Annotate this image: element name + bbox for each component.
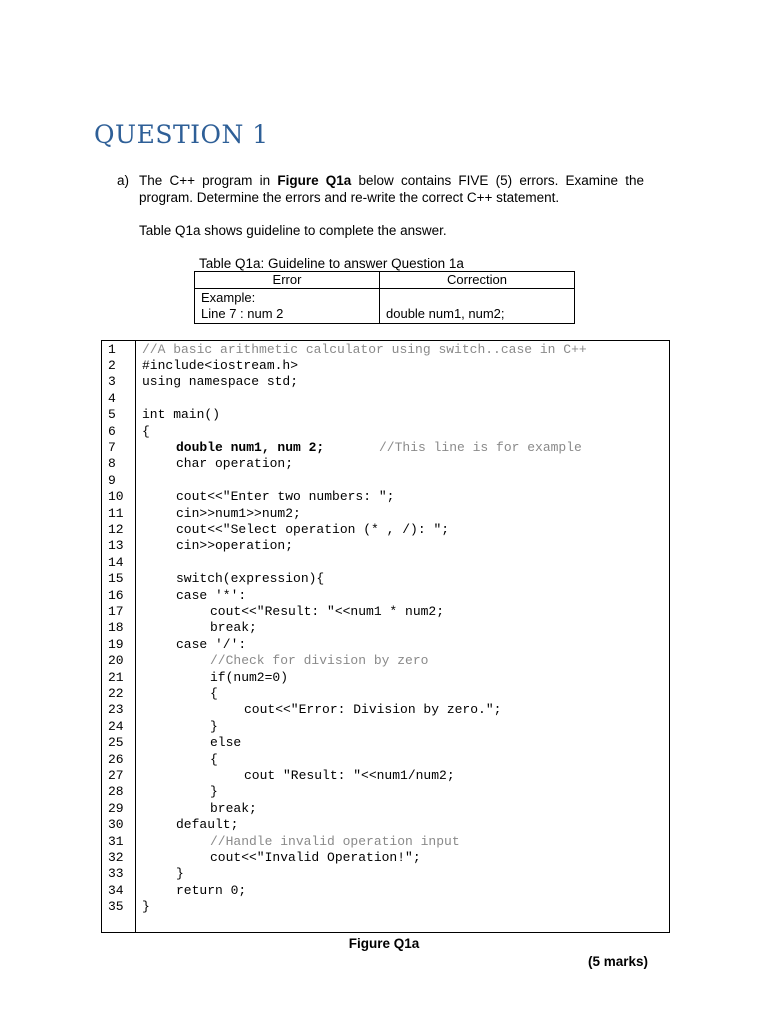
line-number: 4 [108, 390, 116, 406]
line-number: 12 [108, 521, 124, 537]
instructions-text-2: below contains FIVE (5) errors. Examine the program. Determine the errors and re-write the correct C++ statement. [139, 173, 644, 205]
code-text: default; [176, 817, 239, 833]
line-number: 11 [108, 505, 124, 521]
code-text: { [210, 751, 218, 767]
line-number: 8 [108, 456, 116, 472]
line-number: 25 [108, 735, 124, 751]
part-label: a) [117, 173, 130, 188]
line-number: 35 [108, 899, 124, 915]
instructions-text-1: The C++ program in [139, 173, 278, 188]
code-text: //A basic arithmetic calculator using switch..case in C++ [142, 341, 587, 357]
guideline-text: Table Q1a shows guideline to complete the answer. [139, 223, 447, 238]
line-number: 6 [108, 423, 116, 439]
code-text: } [210, 784, 218, 800]
example-correction: double num1, num2; [380, 289, 575, 324]
code-text: int main() [142, 407, 221, 423]
code-listing [101, 340, 670, 933]
code-text: cin>>operation; [176, 538, 294, 554]
code-text: else [210, 735, 242, 751]
header-correction: Correction [380, 272, 575, 289]
line-number: 1 [108, 341, 116, 357]
code-text: char operation; [176, 456, 294, 472]
line-number: 32 [108, 849, 124, 865]
line-number: 9 [108, 472, 116, 488]
line-number: 3 [108, 374, 116, 390]
table-caption: Table Q1a: Guideline to answer Question 1a [199, 256, 464, 271]
guideline-table [194, 271, 575, 324]
line-number: 17 [108, 603, 124, 619]
line-number: 31 [108, 833, 124, 849]
code-text: using namespace std; [142, 374, 299, 390]
code-text: cout<<"Select operation (* , /): "; [176, 521, 450, 537]
code-text: } [176, 866, 184, 882]
code-text: { [210, 685, 218, 701]
line-number: 33 [108, 866, 124, 882]
example-label: Example: [201, 290, 256, 305]
code-comment: //This line is for example [379, 439, 582, 455]
line-number: 20 [108, 653, 124, 669]
line-number: 27 [108, 767, 124, 783]
line-number: 21 [108, 669, 124, 685]
line-number: 13 [108, 538, 124, 554]
header-error: Error [195, 272, 380, 289]
line-number: 5 [108, 407, 116, 423]
code-text: cout "Result: "<<num1/num2; [244, 767, 455, 783]
figure-reference: Figure Q1a [277, 173, 352, 188]
question-title: QUESTION 1 [94, 120, 269, 149]
line-number: 15 [108, 571, 124, 587]
code-text: cout<<"Result: "<<num1 * num2; [210, 603, 445, 619]
code-text: switch(expression){ [176, 571, 325, 587]
code-text: case '/': [176, 636, 247, 652]
line-number: 26 [108, 751, 124, 767]
code-text: cout<<"Error: Division by zero."; [244, 702, 502, 718]
code-text: cin>>num1>>num2; [176, 505, 301, 521]
code-text: //Handle invalid operation input [210, 833, 460, 849]
line-number: 28 [108, 784, 124, 800]
table-header-row [195, 272, 575, 289]
line-number: 16 [108, 587, 124, 603]
line-number: 22 [108, 685, 124, 701]
line-number: 7 [108, 439, 116, 455]
code-text: //Check for division by zero [210, 653, 429, 669]
line-number: 30 [108, 817, 124, 833]
code-text: cout<<"Invalid Operation!"; [210, 849, 421, 865]
line-number: 10 [108, 489, 124, 505]
line-number: 18 [108, 620, 124, 636]
line-number: 34 [108, 882, 124, 898]
code-text: break; [210, 620, 257, 636]
code-text: break; [210, 800, 257, 816]
code-text: return 0; [176, 882, 247, 898]
code-text: case '*': [176, 587, 247, 603]
code-text: } [142, 899, 150, 915]
marks-label: (5 marks) [588, 954, 649, 969]
line-number: 19 [108, 636, 124, 652]
code-text: if(num2=0) [210, 669, 289, 685]
code-text: { [142, 423, 150, 439]
code-text: cout<<"Enter two numbers: "; [176, 489, 395, 505]
line-number: 2 [108, 357, 116, 373]
line-number: 24 [108, 718, 124, 734]
code-text: } [210, 718, 218, 734]
line-number: 23 [108, 702, 124, 718]
code-text: #include<iostream.h> [142, 357, 299, 373]
example-error: Line 7 : num 2 [201, 306, 284, 321]
part-instructions [139, 172, 644, 206]
table-row [195, 289, 575, 324]
line-number: 14 [108, 554, 124, 570]
line-number: 29 [108, 800, 124, 816]
figure-caption: Figure Q1a [348, 936, 420, 951]
example-error-cell [195, 289, 380, 324]
code-text: double num1, num 2; [176, 439, 325, 455]
